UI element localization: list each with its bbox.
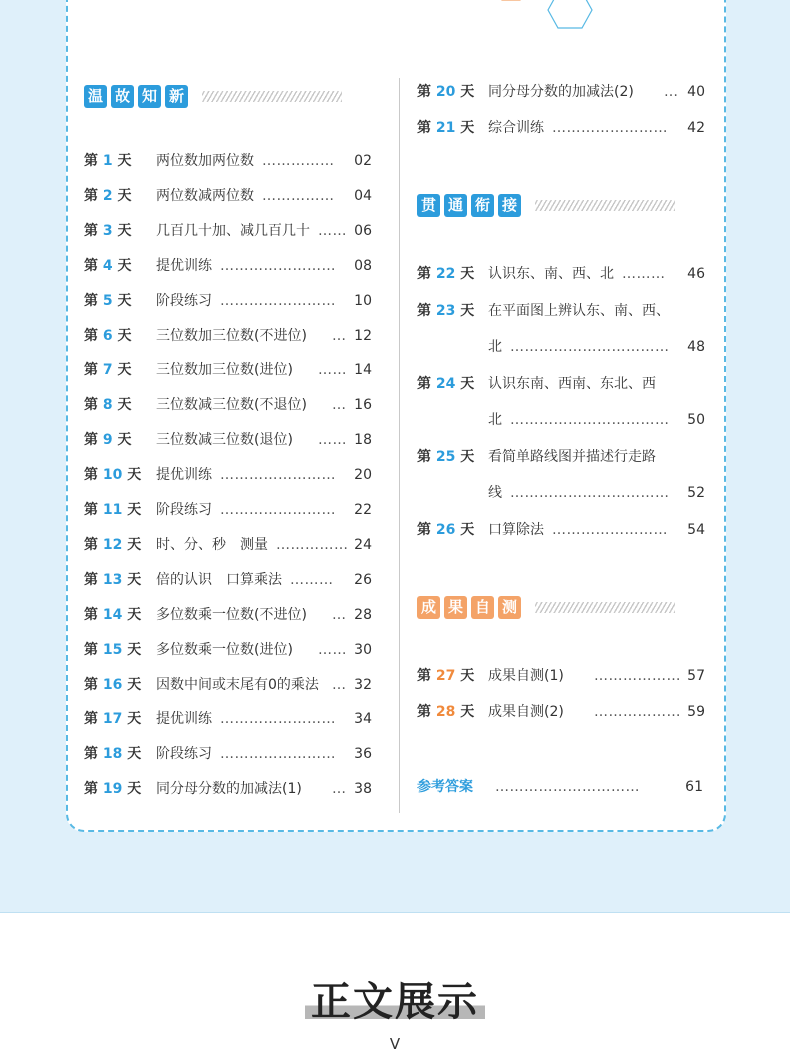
page-number: 16 [354, 397, 372, 414]
day-label: 第 22 天 [417, 266, 475, 282]
entry-title: 成果自测(2) [488, 704, 564, 720]
day-label: 第 24 天 [417, 376, 475, 392]
toc-entry[interactable] [84, 499, 372, 521]
answers-entry[interactable] [417, 776, 707, 798]
answers-label: 参考答案 [417, 779, 473, 795]
leader-dots: ……………… [594, 668, 681, 684]
day-number: 14 [102, 606, 123, 623]
page-number: 50 [687, 412, 705, 428]
leader-dots: …………………… [220, 502, 336, 518]
day-label: 第 27 天 [417, 668, 475, 684]
day-number: 21 [435, 120, 456, 136]
entry-title: 在平面图上辨认东、南、西、 [488, 303, 670, 319]
section-char: 自 [471, 596, 494, 619]
entry-title: 倍的认识 口算乘法 [156, 571, 282, 588]
toc-entry[interactable] [417, 117, 705, 139]
day-number: 8 [102, 397, 113, 414]
day-number: 9 [102, 432, 113, 449]
section-results-title [417, 596, 675, 619]
entry-title: 阶段练习 [156, 502, 212, 518]
day-number: 25 [435, 449, 456, 465]
page-number: 57 [687, 668, 705, 684]
leader-dots: …………………… [220, 257, 336, 274]
entry-title: 认识东南、西南、东北、西 [488, 376, 656, 392]
toc-entry[interactable] [84, 220, 372, 242]
entry-title: 多位数乘一位数(进位) [156, 641, 293, 658]
toc-entry[interactable] [84, 674, 372, 696]
page-number: 34 [354, 711, 372, 728]
day-label: 第 4 天 [84, 257, 132, 274]
day-label: 第 19 天 [84, 781, 142, 798]
toc-entry[interactable] [84, 534, 372, 556]
entry-title: 三位数减三位数(不退位) [156, 397, 307, 414]
entry-title: 阶段练习 [156, 292, 212, 309]
day-label: 第 23 天 [417, 303, 475, 319]
hexagon-decoration [480, 0, 600, 50]
day-label: 第 15 天 [84, 641, 142, 658]
page-number: 32 [354, 676, 372, 693]
section-char: 果 [444, 596, 467, 619]
day-number: 4 [102, 257, 113, 274]
toc-entry[interactable] [417, 81, 705, 103]
day-number: 28 [435, 704, 456, 720]
leader-dots: …………………………… [510, 412, 670, 428]
leader-dots: … [332, 781, 347, 798]
entry-title: 同分母分数的加减法(2) [488, 84, 634, 100]
day-number: 5 [102, 292, 113, 309]
toc-entry[interactable] [417, 373, 705, 428]
day-number: 27 [435, 668, 456, 684]
toc-entry[interactable] [84, 150, 372, 172]
section-review-title [84, 85, 342, 108]
footer-title: 正文展示 [0, 970, 790, 1027]
entry-title: 同分母分数的加减法(1) [156, 781, 302, 798]
section-char: 成 [417, 596, 440, 619]
page-number: 38 [354, 781, 372, 798]
toc-entry[interactable] [84, 604, 372, 626]
day-label: 第 16 天 [84, 676, 142, 693]
day-number: 18 [102, 746, 123, 763]
day-number: 7 [102, 362, 113, 379]
entry-title: 提优训练 [156, 711, 212, 728]
leader-dots: …………………… [220, 746, 336, 763]
toc-entry[interactable] [84, 778, 372, 800]
day-number: 3 [102, 222, 113, 239]
entry-title: 认识东、南、西、北 [488, 266, 614, 282]
leader-dots: …………………………… [510, 339, 670, 355]
entry-title: 口算除法 [488, 522, 544, 538]
leader-dots: … [332, 676, 347, 693]
day-label: 第 20 天 [417, 84, 475, 100]
toc-entry[interactable] [417, 263, 705, 285]
page-number: 20 [354, 467, 372, 484]
toc-entry[interactable] [84, 325, 372, 347]
leader-dots: …… [318, 432, 347, 449]
day-number: 13 [102, 571, 123, 588]
toc-entry[interactable] [417, 665, 705, 687]
leader-dots: … [332, 327, 347, 344]
column-divider [399, 78, 400, 813]
entry-title: 三位数加三位数(进位) [156, 362, 293, 379]
stripe-decoration [202, 91, 342, 102]
day-number: 17 [102, 711, 123, 728]
section-char: 衔 [471, 194, 494, 217]
page-number: 42 [687, 120, 705, 136]
day-label: 第 8 天 [84, 397, 132, 414]
entry-title: 两位数加两位数 [156, 153, 254, 169]
day-label: 第 25 天 [417, 449, 475, 465]
leader-dots: …… [318, 641, 347, 658]
day-number: 15 [102, 641, 123, 658]
toc-entry[interactable] [417, 446, 705, 501]
section-char: 新 [165, 85, 188, 108]
leader-dots: …………………… [220, 467, 336, 484]
leader-dots: …………… [276, 536, 349, 553]
entry-title: 时、分、秒 测量 [156, 536, 268, 553]
leader-dots: ………………………… [495, 779, 640, 795]
day-label: 第 11 天 [84, 502, 142, 518]
day-number: 6 [102, 327, 113, 344]
entry-title: 阶段练习 [156, 746, 212, 763]
page-number: 06 [354, 222, 372, 239]
day-number: 22 [435, 266, 456, 282]
leader-dots: ……… [290, 571, 334, 588]
entry-title: 看简单路线图并描述行走路 [488, 449, 656, 465]
leader-dots: ……… [622, 266, 666, 282]
day-label: 第 3 天 [84, 222, 132, 239]
toc-entry[interactable] [84, 464, 372, 486]
day-number: 2 [102, 187, 113, 204]
day-label: 第 13 天 [84, 571, 142, 588]
toc-entry[interactable] [417, 300, 705, 355]
page-number: 61 [685, 779, 703, 795]
toc-entry[interactable] [84, 429, 372, 451]
page-number: 28 [354, 606, 372, 623]
leader-dots: …… [318, 362, 347, 379]
entry-title: 提优训练 [156, 257, 212, 274]
page-number: 36 [354, 746, 372, 763]
entry-title: 三位数加三位数(不进位) [156, 327, 307, 344]
entry-title: 两位数减两位数 [156, 187, 254, 204]
entry-title: 因数中间或末尾有0的乘法 [156, 676, 319, 693]
day-label: 第 17 天 [84, 711, 142, 728]
toc-entry[interactable] [84, 290, 372, 312]
day-number: 11 [102, 502, 123, 518]
entry-title: 几百几十加、减几百几十 [156, 222, 310, 239]
leader-dots: …………… [262, 187, 335, 204]
page-number: 26 [354, 571, 372, 588]
page-number: 18 [354, 432, 372, 449]
section-char: 故 [111, 85, 134, 108]
stripe-decoration [535, 200, 675, 211]
day-number: 20 [435, 84, 456, 100]
entry-title: 三位数减三位数(退位) [156, 432, 293, 449]
leader-dots: …………………………… [510, 485, 670, 501]
day-label: 第 2 天 [84, 187, 132, 204]
entry-title-cont: 北 [488, 339, 502, 355]
day-label: 第 9 天 [84, 432, 132, 449]
page-number: 12 [354, 327, 372, 344]
page-mark: V [389, 1035, 401, 1053]
page-number: 59 [687, 704, 705, 720]
section-char: 贯 [417, 194, 440, 217]
leader-dots: …………………… [552, 120, 668, 136]
section-char: 通 [444, 194, 467, 217]
page-number: 24 [354, 536, 372, 553]
page-number: 48 [687, 339, 705, 355]
toc-entry[interactable] [84, 743, 372, 765]
day-number: 1 [102, 153, 113, 169]
section-char: 温 [84, 85, 107, 108]
page-number: 54 [687, 522, 705, 538]
toc-entry[interactable] [417, 701, 705, 723]
page-number: 22 [354, 502, 372, 518]
day-number: 16 [102, 676, 123, 693]
entry-title-cont: 北 [488, 412, 502, 428]
day-number: 19 [102, 781, 123, 798]
entry-title: 提优训练 [156, 467, 212, 484]
day-label: 第 12 天 [84, 536, 142, 553]
stripe-decoration [535, 602, 675, 613]
day-label: 第 1 天 [84, 153, 132, 169]
leader-dots: … [332, 606, 347, 623]
day-label: 第 26 天 [417, 522, 475, 538]
toc-entry[interactable] [84, 185, 372, 207]
page-number: 14 [354, 362, 372, 379]
leader-dots: ……………… [594, 704, 681, 720]
day-label: 第 18 天 [84, 746, 142, 763]
section-connect-title [417, 194, 675, 217]
leader-dots: …… [318, 222, 347, 239]
page-number: 30 [354, 641, 372, 658]
entry-title: 成果自测(1) [488, 668, 564, 684]
page-number: 52 [687, 485, 705, 501]
page-number: 02 [354, 153, 372, 169]
leader-dots: … [332, 397, 347, 414]
day-number: 10 [102, 467, 123, 484]
page-number: 40 [687, 84, 705, 100]
leader-dots: … [664, 84, 679, 100]
day-label: 第 7 天 [84, 362, 132, 379]
leader-dots: …………………… [552, 522, 668, 538]
toc-entry[interactable] [84, 639, 372, 661]
day-label: 第 14 天 [84, 606, 142, 623]
entry-title: 多位数乘一位数(不进位) [156, 606, 307, 623]
leader-dots: …………………… [220, 292, 336, 309]
day-label: 第 6 天 [84, 327, 132, 344]
toc-entry[interactable] [84, 255, 372, 277]
section-char: 测 [498, 596, 521, 619]
entry-title-cont: 线 [488, 485, 502, 501]
day-number: 23 [435, 303, 456, 319]
day-number: 12 [102, 536, 123, 553]
day-number: 26 [435, 522, 456, 538]
page-number: 08 [354, 257, 372, 274]
page-number: 04 [354, 187, 372, 204]
day-label: 第 28 天 [417, 704, 475, 720]
page-number: 10 [354, 292, 372, 309]
toc-entry[interactable] [84, 569, 372, 591]
section-char: 接 [498, 194, 521, 217]
day-label: 第 5 天 [84, 292, 132, 309]
toc-entry[interactable] [84, 708, 372, 730]
leader-dots: …………………… [220, 711, 336, 728]
toc-entry[interactable] [417, 519, 705, 541]
leader-dots: …………… [262, 153, 335, 169]
day-label: 第 10 天 [84, 467, 142, 484]
day-label: 第 21 天 [417, 120, 475, 136]
day-number: 24 [435, 376, 456, 392]
section-char: 知 [138, 85, 161, 108]
toc-entry[interactable] [84, 394, 372, 416]
page-number: 46 [687, 266, 705, 282]
toc-entry[interactable] [84, 359, 372, 381]
entry-title: 综合训练 [488, 120, 544, 136]
